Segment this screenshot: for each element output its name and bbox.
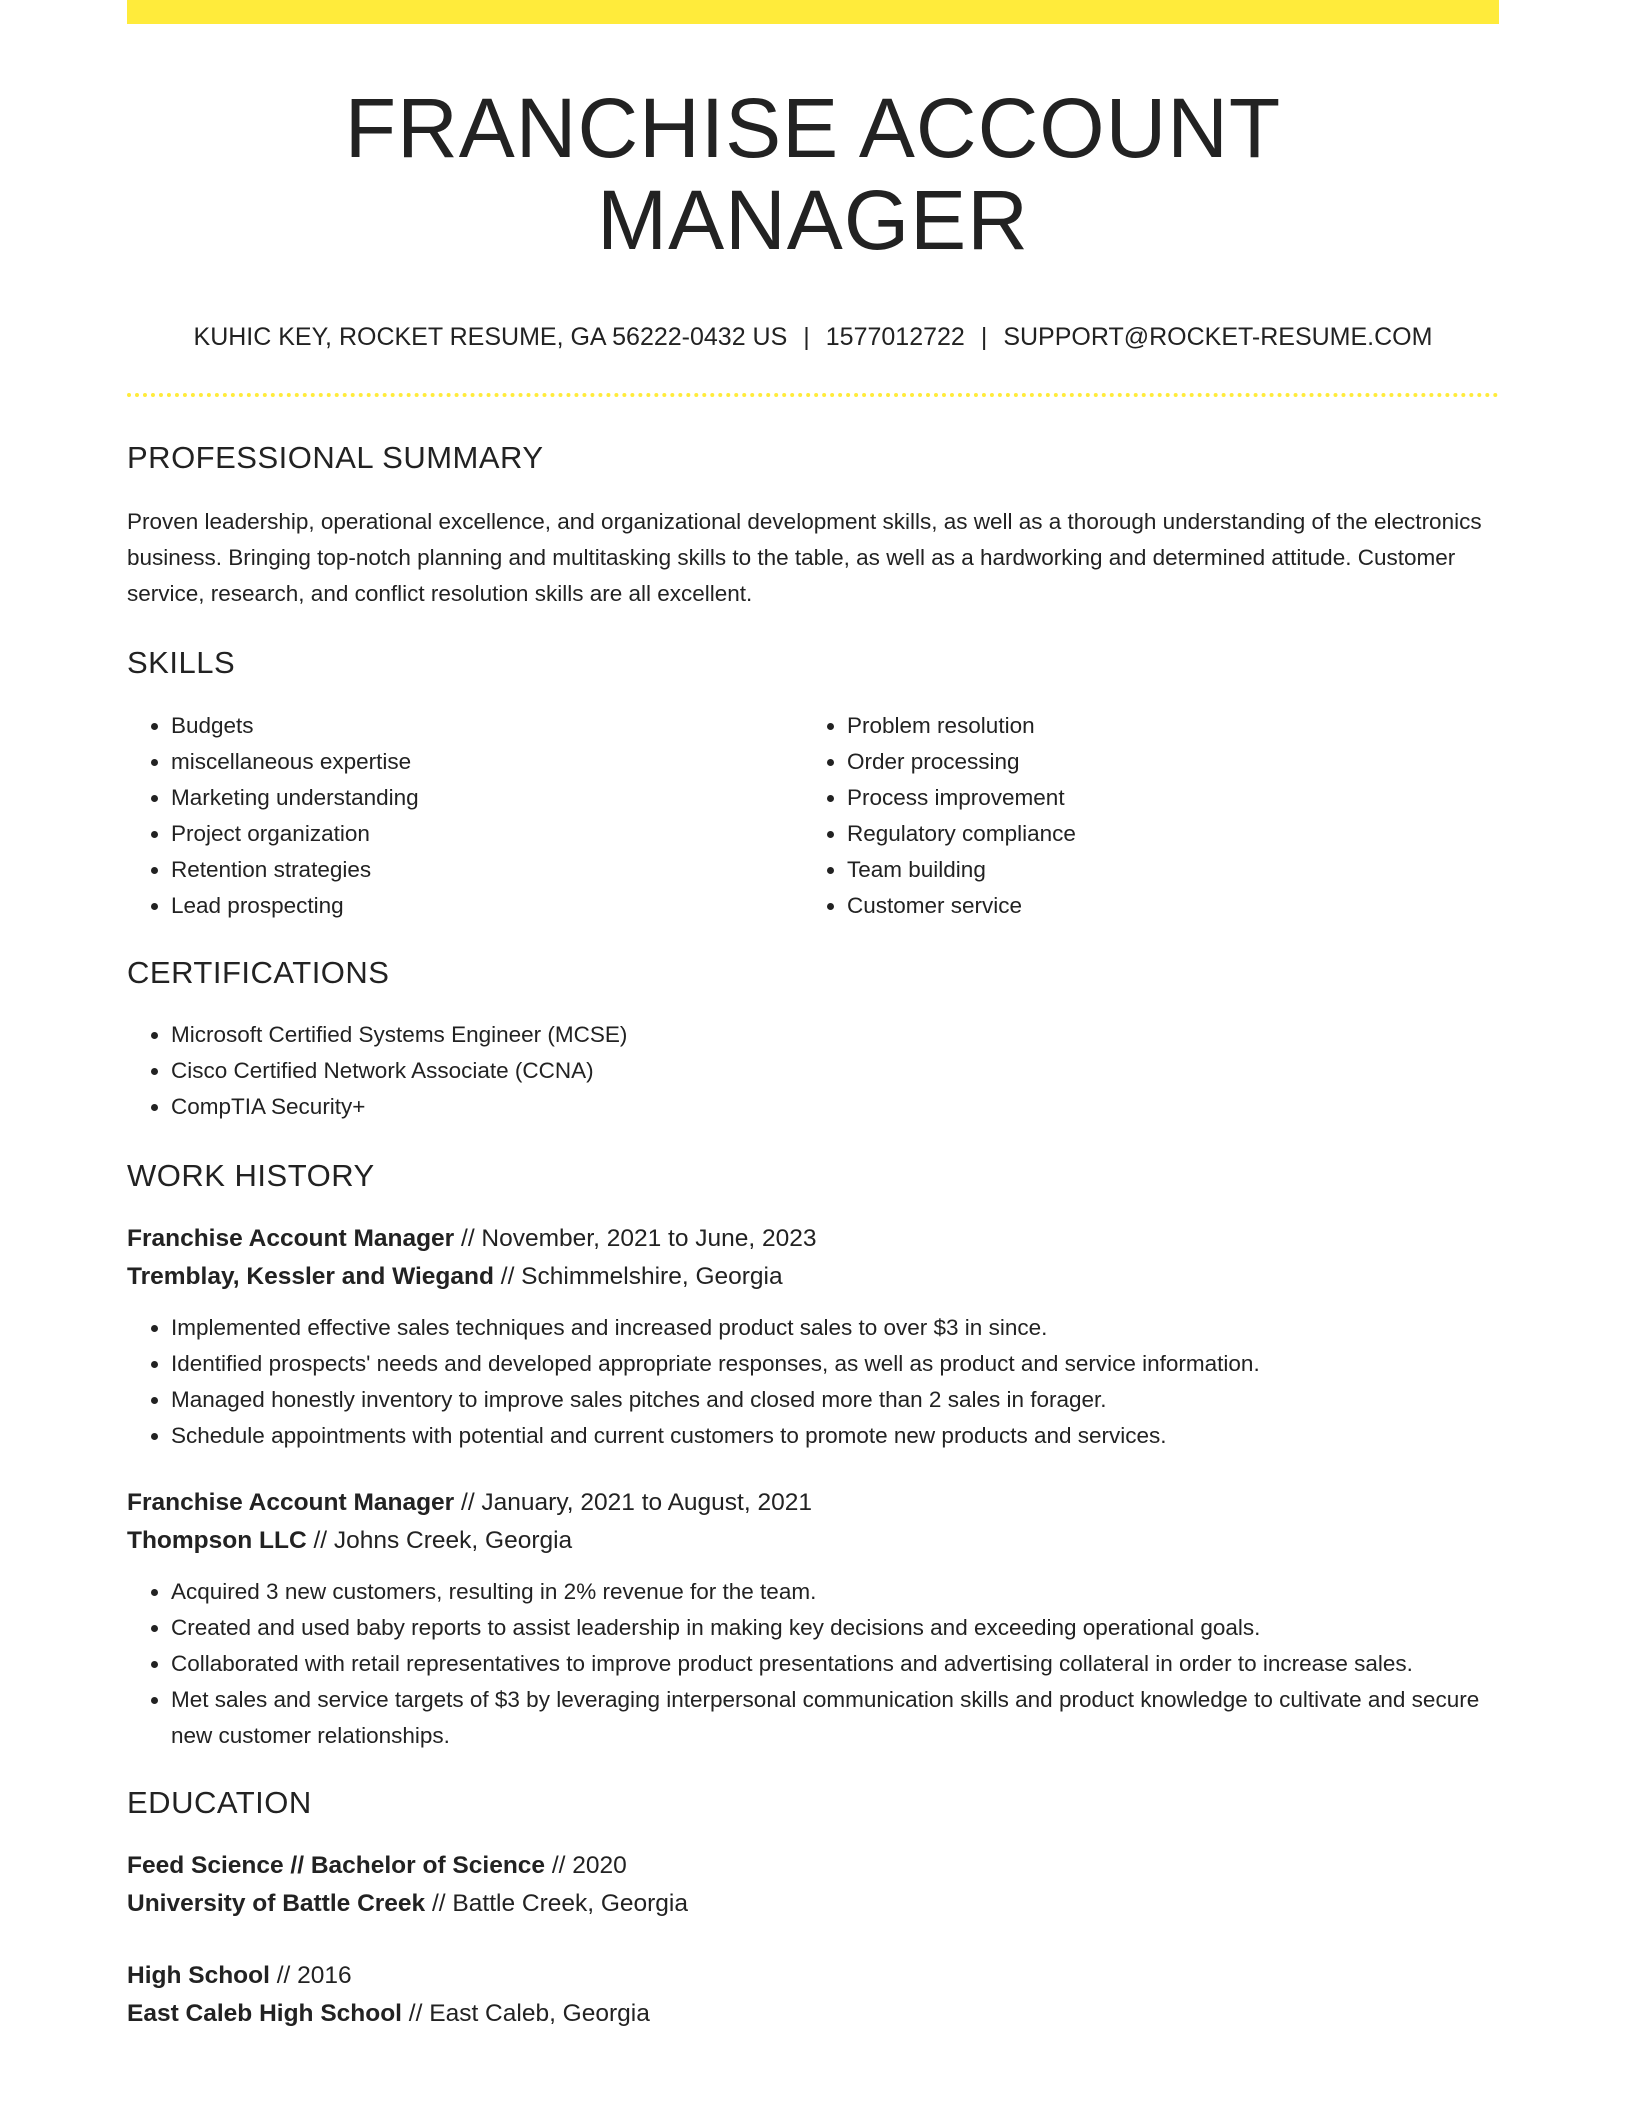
education-school-line [127,1995,1499,2033]
education-school: University of Battle Creek [127,1890,426,1918]
education-location: // Battle Creek, Georgia [425,1890,689,1918]
education-entry [127,1957,1499,2033]
section-title-skills: SKILLS [127,645,236,681]
section-title-summary: PROFESSIONAL SUMMARY [127,440,544,476]
section-title-work-history: WORK HISTORY [127,1157,375,1193]
education-entry [127,1847,1499,1923]
skill-item: • Process improvement [847,780,1479,816]
skill-item: • Retention strategies [171,852,803,888]
certifications-list [127,1017,1499,1125]
contact-separator: | [980,322,988,351]
skill-item: • Problem resolution [847,708,1479,744]
dotted-divider [127,393,1499,397]
job-entry [127,1220,1499,1454]
skills-column-right [803,708,1479,924]
job-bullet: • Implemented effective sales techniques and increased product sales to over $3 in since. [171,1310,1499,1346]
skill-item: • Order processing [847,744,1479,780]
education-year: // 2016 [269,1962,352,1990]
job-role-line [127,1220,1499,1258]
job-company: Tremblay, Kessler and Wiegand [127,1263,494,1291]
job-role: Franchise Account Manager [127,1489,455,1517]
skill-item: • Team building [847,852,1479,888]
skill-item: • miscellaneous expertise [171,744,803,780]
section-title-education: EDUCATION [127,1785,312,1821]
education-location: // East Caleb, Georgia [402,2000,650,2028]
job-company-line [127,1258,1499,1296]
job-dates: // November, 2021 to June, 2023 [454,1225,817,1253]
skills-list-left [127,708,803,924]
job-role: Franchise Account Manager [127,1225,455,1253]
contact-phone: 1577012722 [825,322,965,351]
job-entry [127,1484,1499,1754]
section-title-certifications: CERTIFICATIONS [127,954,390,990]
contact-email: SUPPORT@ROCKET-RESUME.COM [1003,322,1433,351]
education-degree: High School [127,1962,270,1990]
accent-top-bar [127,0,1499,24]
education-school-line [127,1885,1499,1923]
contact-address: KUHIC KEY, ROCKET RESUME, GA 56222-0432 US [193,322,788,351]
resume-title: FRANCHISE ACCOUNT MANAGER [344,81,1282,268]
skill-item: • Customer service [847,888,1479,924]
skill-item: • Regulatory compliance [847,816,1479,852]
skill-item: • Lead prospecting [171,888,803,924]
contact-line [127,321,1499,354]
job-bullets [127,1574,1499,1754]
skills-grid [127,708,1499,924]
job-company: Thompson LLC [127,1527,307,1555]
job-bullet: • Met sales and service targets of $3 by leveraging interpersonal communication skills and product knowledge to cultivate and secure new customer relationships. [171,1682,1499,1754]
skills-column-left [127,708,803,924]
job-bullet: • Acquired 3 new customers, resulting in 2% revenue for the team. [171,1574,1499,1610]
education-degree-line [127,1957,1499,1995]
skill-item: • Project organization [171,816,803,852]
job-role-line [127,1484,1499,1522]
job-bullet: • Schedule appointments with potential and current customers to promote new products and services. [171,1418,1499,1454]
certification-item: • CompTIA Security+ [171,1089,1499,1125]
job-bullet: • Managed honestly inventory to improve sales pitches and closed more than 2 sales in forager. [171,1382,1499,1418]
job-bullet: • Collaborated with retail representatives to improve product presentations and advertising collateral in order to increase sales. [171,1646,1499,1682]
job-bullets [127,1310,1499,1454]
resume-page [127,0,1499,2033]
education-degree: Feed Science // Bachelor of Science [127,1852,546,1880]
job-location: // Schimmelshire, Georgia [493,1263,783,1291]
job-bullet: • Identified prospects' needs and developed appropriate responses, as well as product and service information. [171,1346,1499,1382]
skill-item: • Marketing understanding [171,780,803,816]
contact-separator: | [803,322,810,351]
education-school: East Caleb High School [127,2000,402,2028]
job-location: // Johns Creek, Georgia [306,1527,573,1555]
education-year: // 2020 [545,1852,627,1880]
skills-list-right [803,708,1479,924]
summary-text: Proven leadership, operational excellence, and organizational development skills, as well as a thorough understanding of the electronics business. Bringing top-notch planning and multitasking skills to the table, as well as a hardworking and determined attitude. Customer service, research, and conflict resolution skills are all excellent. [127,509,1482,607]
education-degree-line [127,1847,1499,1885]
job-dates: // January, 2021 to August, 2021 [454,1489,812,1517]
skill-item: • Budgets [171,708,803,744]
job-bullet: • Created and used baby reports to assist leadership in making key decisions and exceeding operational goals. [171,1610,1499,1646]
certification-item: • Microsoft Certified Systems Engineer (MCSE) [171,1017,1499,1053]
job-company-line [127,1522,1499,1560]
certification-item: • Cisco Certified Network Associate (CCNA) [171,1053,1499,1089]
